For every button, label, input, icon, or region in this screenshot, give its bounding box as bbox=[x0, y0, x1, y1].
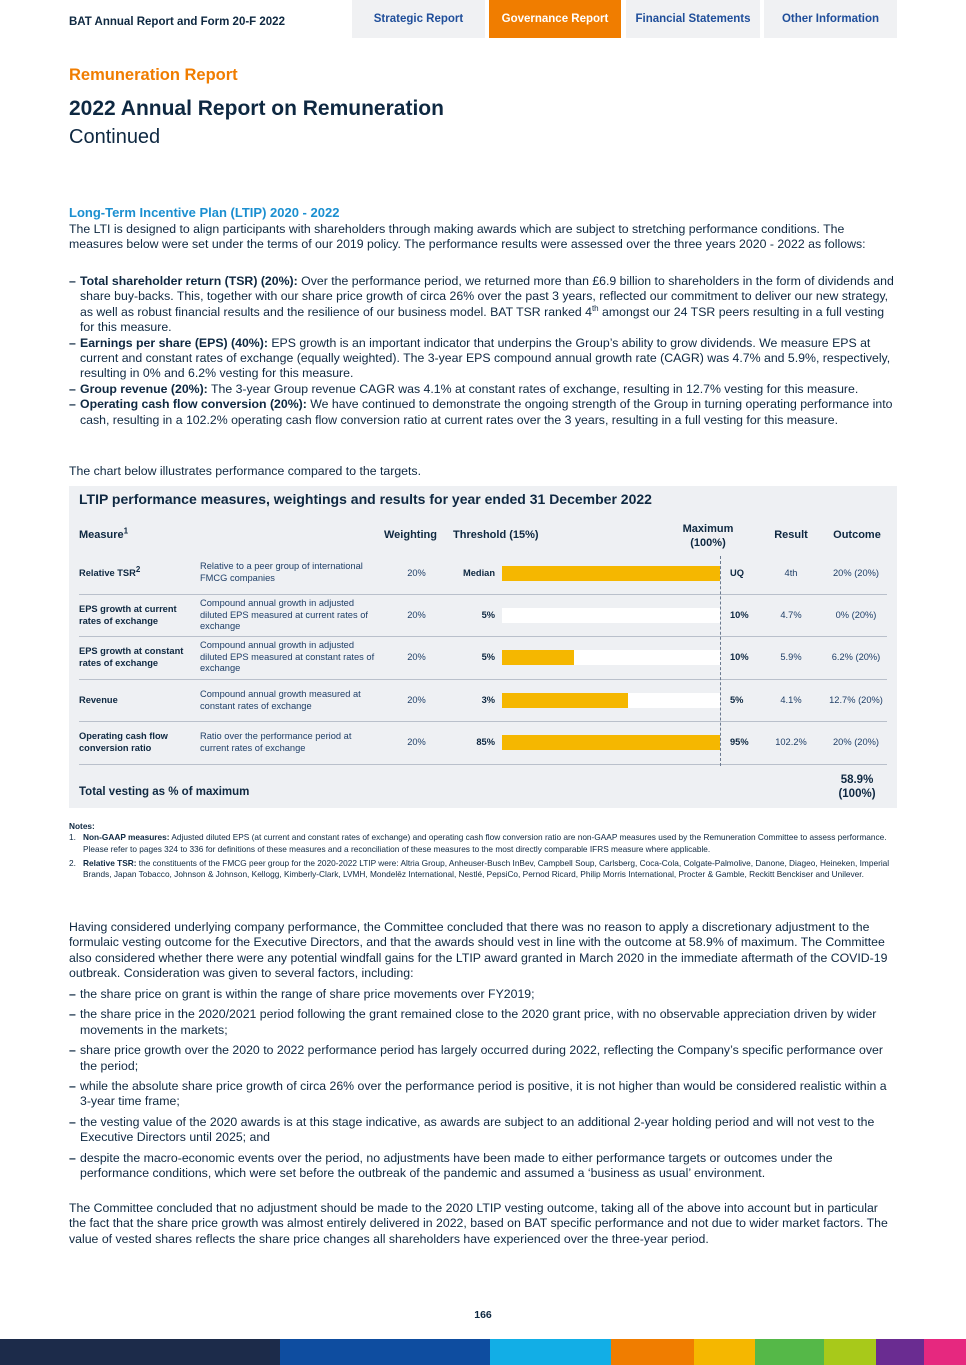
bullet-cash-flow: – Operating cash flow conversion (20%): We have continued to demonstrate the ongoing strength of the Group in turning operating performance into cash, resulting in a 102.2% operating cash flow conversion ratio at current rates over the 3 years, resulting in a full vesting for this measure. bbox=[69, 397, 897, 428]
row-revenue bbox=[69, 680, 897, 722]
bar-track bbox=[502, 650, 720, 665]
ltip-heading: Long-Term Incentive Plan (LTIP) 2020 - 2022 bbox=[69, 205, 340, 220]
row-eps-current bbox=[69, 595, 897, 637]
bar-track bbox=[502, 608, 720, 623]
bullet-eps: – Earnings per share (EPS) (40%): EPS growth is an important indicator that underpins the Group’s ability to grow dividends. We measure EPS at current and constant rates of exchange (equally weighted). The 3-year EPS compound annual growth rate (CAGR) was 4.7% and 5.9%, respectively, resulting in 0% and 6.2% vesting for this measure. bbox=[69, 336, 897, 382]
factor-item: – while the absolute share price growth of circa 26% over the performance period is positive, it is not higher than would be considered realistic within a 3-year time frame; bbox=[69, 1079, 897, 1110]
bar-track bbox=[502, 566, 720, 581]
section-kicker: Remuneration Report bbox=[69, 66, 238, 84]
chart-intro: The chart below illustrates performance compared to the targets. bbox=[69, 464, 421, 478]
report-title: BAT Annual Report and Form 20-F 2022 bbox=[69, 16, 285, 28]
tab-other-information[interactable]: Other Information bbox=[764, 0, 897, 38]
footer-color-segment bbox=[280, 1339, 490, 1365]
footer-color-segment bbox=[755, 1339, 824, 1365]
col-measure: Measure$^1$ bbox=[79, 526, 129, 541]
footer-color-segment bbox=[0, 1339, 280, 1365]
measure-outcome: 12.7% (20%) bbox=[829, 695, 883, 705]
notes bbox=[69, 821, 897, 880]
tab-strategic-report[interactable]: Strategic Report bbox=[352, 0, 485, 38]
measure-description: Compound annual growth in adjusted diluted EPS measured at constant rates of exchange bbox=[200, 640, 375, 673]
measure-description: Relative to a peer group of international FMCG companies bbox=[200, 561, 363, 583]
measure-weighting: 20% bbox=[407, 695, 426, 705]
factor-item: – the share price on grant is within the range of share price movements over FY2019; bbox=[69, 987, 897, 1002]
measure-name: EPS growth at current rates of exchange bbox=[79, 604, 177, 626]
bullet-revenue: – Group revenue (20%): The 3-year Group revenue CAGR was 4.1% at constant rates of exchange, resulting in 12.7% vesting for this measure. bbox=[69, 382, 897, 397]
row-relative-tsr bbox=[69, 553, 897, 595]
measure-threshold: 5% bbox=[481, 610, 495, 620]
measure-name: Revenue bbox=[79, 695, 118, 705]
measure-weighting: 20% bbox=[407, 737, 426, 747]
measure-threshold: Median bbox=[462, 568, 495, 578]
bar-fill-operating-cash-flow bbox=[502, 735, 720, 750]
measure-name: EPS growth at constant rates of exchange bbox=[79, 646, 184, 668]
measure-threshold: 85% bbox=[476, 737, 495, 747]
measure-result: 5.9% bbox=[780, 652, 802, 662]
total-vesting-label: Total vesting as % of maximum bbox=[79, 786, 250, 798]
measure-result: 4.7% bbox=[780, 610, 802, 620]
bar-fill-revenue bbox=[502, 693, 628, 708]
ltip-intro: The LTI is designed to align participants with shareholders through making awards which are subject to stretching performance conditions. The measures below were set under the terms of our 2019 policy. The performance results were assessed over the three years 2020 - 2022 as follows: bbox=[69, 222, 866, 252]
bar-track bbox=[502, 693, 720, 708]
tab-financial-statements[interactable]: Financial Statements bbox=[626, 0, 760, 38]
footer-color-segment bbox=[611, 1339, 694, 1365]
committee-paragraph: Having considered underlying company performance, the Committee concluded that there was no reason to apply a discretionary adjustment to the formulaic vesting outcome for the Executive Directors, and that the awards should vest in line with the outcome at 58.9% of maximum. The Committee also considered whether there were any potential windfall gains for the LTIP award granted in March 2020 in the immediate aftermath of the COVID-19 outbreak. Consideration was given to several factors, including: bbox=[69, 920, 888, 981]
bar-fill-eps-constant bbox=[502, 650, 574, 665]
col-result: Result bbox=[774, 529, 808, 541]
footer-color-segment bbox=[694, 1339, 755, 1365]
measure-threshold: 5% bbox=[481, 652, 495, 662]
col-weighting: Weighting bbox=[384, 529, 437, 541]
measure-maximum: 10% bbox=[730, 652, 749, 662]
measure-result: 4th bbox=[784, 568, 798, 578]
measure-weighting: 20% bbox=[407, 568, 426, 578]
bar-track bbox=[502, 735, 720, 750]
page-subtitle: Continued bbox=[69, 126, 161, 148]
maximum-marker-line bbox=[720, 556, 721, 766]
row-eps-constant bbox=[69, 637, 897, 679]
measure-maximum: 95% bbox=[730, 737, 749, 747]
measure-maximum: 10% bbox=[730, 610, 749, 620]
measure-result: 4.1% bbox=[780, 695, 802, 705]
chart-title: LTIP performance measures, weightings and results for year ended 31 December 2022 bbox=[79, 491, 652, 507]
page-title: 2022 Annual Report on Remuneration bbox=[69, 97, 444, 120]
measure-description: Ratio over the performance period at current rates of exchange bbox=[200, 731, 352, 753]
measure-description: Compound annual growth measured at constant rates of exchange bbox=[200, 689, 361, 711]
row-divider bbox=[79, 764, 887, 765]
factor-item: – despite the macro-economic events over the period, no adjustments have been made to either performance targets or outcomes under the performance conditions, which were set before the outbreak of the pandemic and assumed a ‘business as usual’ environment. bbox=[69, 1151, 897, 1182]
measure-description: Compound annual growth in adjusted diluted EPS measured at current rates of exchange bbox=[200, 598, 368, 631]
measure-threshold: 3% bbox=[481, 695, 495, 705]
footer-color-segment bbox=[824, 1339, 876, 1365]
measure-outcome: 20% (20%) bbox=[833, 737, 879, 747]
row-operating-cash-flow bbox=[69, 722, 897, 764]
measure-outcome: 6.2% (20%) bbox=[831, 652, 881, 662]
note-2: 2. Relative TSR: the constituents of the FMCG peer group for the 2020-2022 LTIP were: Altria Group, Anheuser-Busch InBev, Campbell Soup, Carlsberg, Coca-Cola, Colgate-Palmolive, Danone, Diageo, Heineken, Imperial Brands, Japan Tobacco, Johnson & Johnson, Kellogg, Kimberly-Clark, LVMH, Mondelēz International, Nestlé, PepsiCo, Pernod Ricard, Philip Morris International, Procter & Gamble, Reckitt Benckiser and Unilever. bbox=[69, 857, 890, 880]
factor-item: – the share price in the 2020/2021 period following the grant remained close to the 2020 grant price, with no observable appreciation driven by wider movements in the markets; bbox=[69, 1007, 897, 1038]
total-vesting-value: 58.9% (100%) bbox=[838, 774, 876, 800]
measure-weighting: 20% bbox=[407, 652, 426, 662]
measure-outcome: 0% (20%) bbox=[835, 610, 877, 620]
ltip-performance-panel bbox=[69, 486, 897, 808]
col-outcome: Outcome bbox=[833, 529, 881, 541]
measure-name: Relative TSR$^2$ bbox=[79, 564, 141, 578]
col-threshold: Threshold (15%) bbox=[453, 529, 539, 541]
bullet-tsr: – Total shareholder return (TSR) (20%): Over the performance period, we returned more than £6.9 billion to shareholders in the form of dividends and share buy-backs. This, together with our share price growth of circa 26% over the past 3 years, reflected our commitment to deliver our new strategy, as well as robust financial results and the resilience of our business model. BAT TSR ranked 4th amongst our 24 TSR peers resulting in a full vesting for this measure. bbox=[69, 274, 897, 336]
measure-name: Operating cash flow conversion ratio bbox=[79, 731, 168, 753]
footer-color-segment bbox=[876, 1339, 924, 1365]
committee-factor-list bbox=[69, 987, 897, 1186]
measure-maximum: 5% bbox=[730, 695, 744, 705]
committee-conclusion: The Committee concluded that no adjustment should be made to the 2020 LTIP vesting outcome, taking all of the above into account but in particular the fact that the share price growth was almost entirely delivered in 2022, based on BAT specific performance and not due to wider market factors. The value of vested shares reflects the share price changes all shareholders have experienced over the three-year period. bbox=[69, 1201, 888, 1246]
tab-governance-report[interactable]: Governance Report bbox=[489, 0, 621, 38]
measure-weighting: 20% bbox=[407, 610, 426, 620]
footer-color-segment bbox=[490, 1339, 611, 1365]
page-number: 166 bbox=[474, 1309, 492, 1321]
measure-outcome: 20% (20%) bbox=[833, 568, 879, 578]
footer-color-segment bbox=[924, 1339, 966, 1365]
ltip-bullet-list bbox=[69, 274, 897, 428]
measure-maximum: UQ bbox=[730, 568, 744, 578]
factor-item: – share price growth over the 2020 to 2022 performance period has largely occurred during 2022, reflecting the Company’s specific performance over the period; bbox=[69, 1043, 897, 1074]
note-1: 1. Non-GAAP measures: Adjusted diluted EPS (at current and constant rates of exchange) and operating cash flow conversion ratio are non-GAAP measures used by the Remuneration Committee to assess performance. Please refer to pages 324 to 336 for definitions of these measures and a reconciliation of these measures to the most directly comparable IFRS measure where applicable. bbox=[69, 832, 887, 854]
measure-result: 102.2% bbox=[775, 737, 807, 747]
notes-heading: Notes: bbox=[69, 821, 95, 831]
col-maximum: Maximum (100%) bbox=[682, 523, 734, 549]
factor-item: – the vesting value of the 2020 awards is at this stage indicative, as awards are subject to an additional 2-year holding period and will not vest to the Executive Directors until 2025; and bbox=[69, 1115, 897, 1146]
bar-fill-relative-tsr bbox=[502, 566, 720, 581]
